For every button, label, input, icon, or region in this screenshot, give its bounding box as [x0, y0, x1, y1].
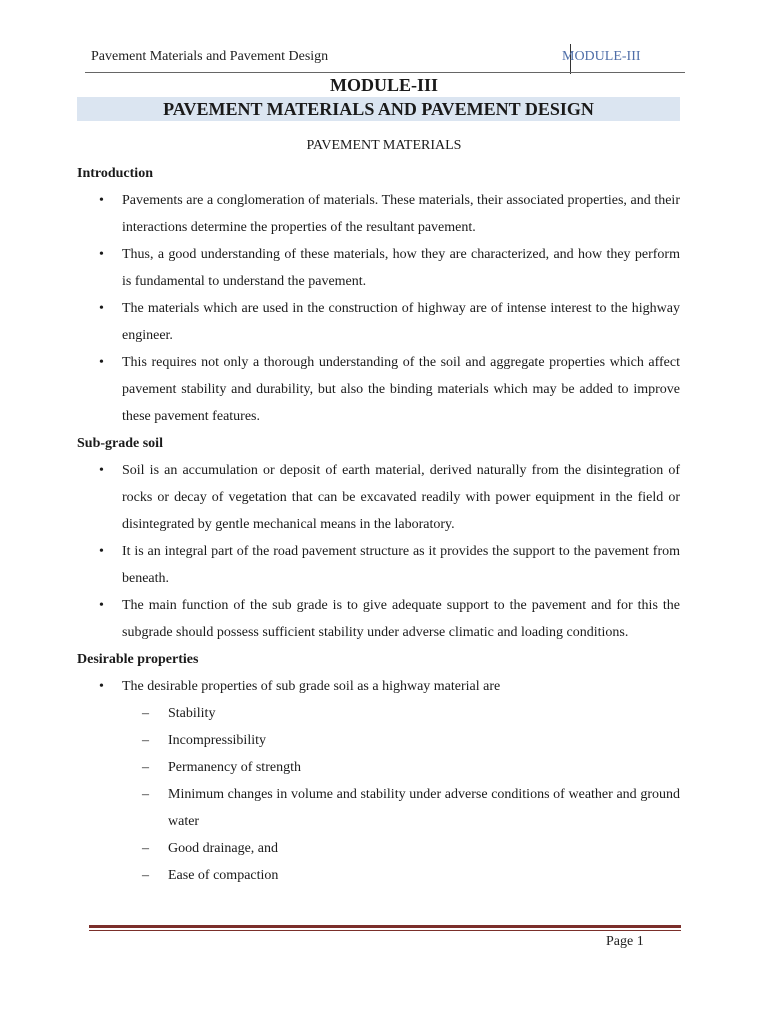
bullet-glyph: •: [99, 193, 104, 208]
sublist-item: – Permanency of strength: [77, 754, 680, 781]
introduction-list: [77, 187, 680, 430]
list-item: • This requires not only a thorough understanding of the soil and aggregate properties which affect pavement stability and durability, but also the binding materials which may be added to improve these pavement features.: [77, 349, 680, 430]
dash-glyph: –: [142, 868, 149, 883]
list-item: • Pavements are a conglomeration of materials. These materials, their associated properties, and their interactions determine the properties of the resultant pavement.: [77, 187, 680, 241]
module-title: MODULE-III: [329, 75, 438, 95]
footer-rule-thin: [89, 930, 681, 931]
subgrade-list: [77, 457, 680, 646]
dash-glyph: –: [142, 841, 149, 856]
running-header-title: Pavement Materials and Pavement Design: [91, 49, 329, 64]
list-item: • The desirable properties of sub grade soil as a highway material are: [77, 673, 680, 700]
list-item: • It is an integral part of the road pavement structure as it provides the support to the pavement from beneath.: [77, 538, 680, 592]
bullet-glyph: •: [99, 355, 104, 370]
dash-glyph: –: [142, 787, 149, 802]
heading-introduction: Introduction: [77, 166, 153, 181]
bullet-glyph: •: [99, 301, 104, 316]
sublist-item: – Good drainage, and: [77, 835, 680, 862]
page-number: Page 1: [606, 934, 644, 949]
list-item: • Thus, a good understanding of these materials, how they are characterized, and how they perform is fundamental to understand the pavement.: [77, 241, 680, 295]
header-rule: [85, 72, 685, 73]
sublist-item: – Stability: [77, 700, 680, 727]
sublist-item: – Ease of compaction: [77, 862, 680, 889]
dash-glyph: –: [142, 733, 149, 748]
list-item: • The materials which are used in the construction of highway are of intense interest to the highway engineer.: [77, 295, 680, 349]
list-item: • Soil is an accumulation or deposit of earth material, derived naturally from the disintegration of rocks or decay of vegetation that can be excavated readily with power equipment in the field or disintegrated by gentle mechanical means in the laboratory.: [77, 457, 680, 538]
sublist-item: – Minimum changes in volume and stability under adverse conditions of weather and ground water: [77, 781, 680, 835]
running-header-module: MODULE-III: [562, 49, 641, 64]
bullet-glyph: •: [99, 679, 104, 694]
bullet-glyph: •: [99, 544, 104, 559]
footer-rule-thick: [89, 925, 681, 928]
bullet-glyph: •: [99, 598, 104, 613]
main-title: PAVEMENT MATERIALS AND PAVEMENT DESIGN: [163, 99, 594, 119]
heading-subgrade-soil: Sub-grade soil: [77, 436, 163, 451]
dash-glyph: –: [142, 706, 149, 721]
heading-desirable-properties: Desirable properties: [77, 652, 199, 667]
section-title: PAVEMENT MATERIALS: [306, 138, 462, 153]
desirable-sublist: [77, 700, 680, 889]
bullet-glyph: •: [99, 247, 104, 262]
list-item: • The main function of the sub grade is to give adequate support to the pavement and for this the subgrade should possess sufficient stability under adverse climatic and loading conditions.: [77, 592, 680, 646]
sublist-item: – Incompressibility: [77, 727, 680, 754]
desirable-list: [77, 673, 680, 700]
bullet-glyph: •: [99, 463, 104, 478]
body-content: [77, 160, 680, 889]
dash-glyph: –: [142, 760, 149, 775]
